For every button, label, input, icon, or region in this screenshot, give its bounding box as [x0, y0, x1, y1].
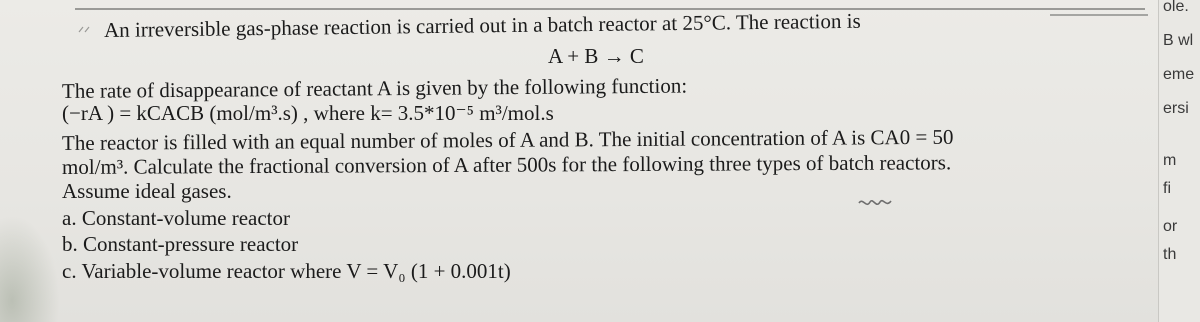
edge-fragment: B wl — [1163, 32, 1194, 49]
assumption-text: Assume ideal gases. — [62, 179, 232, 203]
edge-fragment: ole. — [1163, 0, 1189, 15]
option-a: a. Constant-volume reactor — [62, 206, 291, 230]
edge-fragment: ersi — [1163, 100, 1189, 117]
reaction-equation: A + B → C — [548, 44, 644, 68]
edge-fragment: or — [1163, 218, 1178, 235]
photo-shadow — [0, 215, 60, 322]
intro-text: An irreversible gas-phase reaction is carried out in a batch reactor at 25°C. The reaction is — [103, 8, 861, 42]
pen-mark-icon — [78, 24, 92, 34]
rate-equation: (−rA ) = kCACB (mol/m³.s) , where k= 3.5*10⁻⁵ m³/mol.s — [62, 101, 554, 125]
task-text: mol/m³. Calculate the fractional conversion of A after 500s for the following three types of batch reactors. — [61, 150, 952, 179]
top-rule — [75, 8, 1145, 10]
edge-fragment: eme — [1163, 66, 1195, 83]
option-c: c. Variable-volume reactor where V = V₀ (1 + 0.001t) — [62, 259, 511, 283]
fill-statement: The reactor is filled with an equal number of moles of A and B. The initial concentration of A is CA0 = 50 — [61, 124, 954, 155]
option-b: b. Constant-pressure reactor — [62, 232, 299, 256]
rate-intro-text: The rate of disappearance of reactant A is given by the following function: — [61, 73, 688, 103]
edge-fragment: fi — [1163, 180, 1171, 197]
edge-fragment: th — [1163, 246, 1177, 263]
top-rule-right — [1050, 14, 1148, 16]
edge-fragment: m — [1163, 152, 1177, 169]
adjacent-page-edge — [1158, 0, 1200, 322]
handwritten-squiggle — [857, 197, 893, 209]
